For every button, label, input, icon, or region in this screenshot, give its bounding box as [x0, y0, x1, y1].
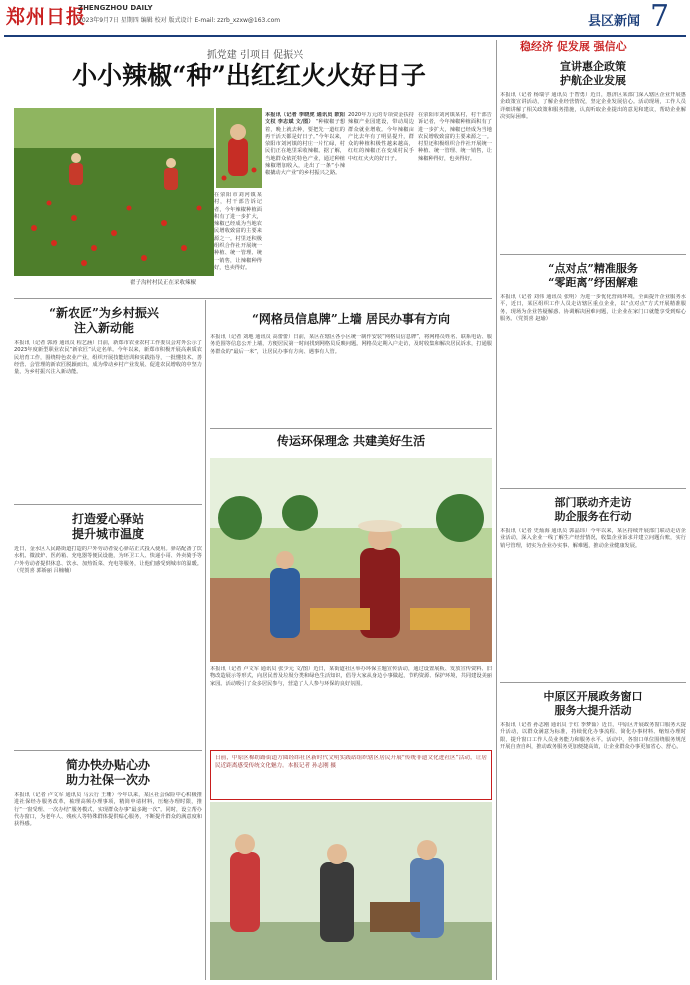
photo-caption-text: 日前，中原区棉纺路街道方圆经纬社区新时代文明实践站组织辖区居民开展“传统非遗文化进社区”活动，让居民近距离感受传统文化魅力。本报记者 孙志刚 摄 — [215, 755, 487, 769]
masthead — [0, 0, 690, 36]
lead-headline: 小小辣椒“种”出红红火火好日子 — [72, 61, 426, 90]
lead-body-col2: 2020年万元的专项资金扶持辣椒产业园建设，带动周边群众就业增收。今年辣椒亩产比去年有了明显提升，群众的种植积极性越来越高，红红的辣椒正在变成村民手中红红火火的好日子。 — [348, 112, 414, 162]
divider — [500, 682, 686, 683]
lead-byline: 本报讯（记者 李晓虎 通讯员 欧阳文权 李志斌 文/图） — [265, 112, 345, 126]
col-d-title: 简办快办贴心办 助力社保一次办 — [65, 758, 150, 787]
lead-photo — [14, 108, 214, 276]
lead-photo-inset — [216, 108, 262, 188]
column-divider — [205, 300, 206, 980]
col-a-body: 本报讯（记者 郭涛 通讯员 程艺涵）日前，新郑市农业农村工作委员会对外公示了2023年度新型职业农民“新农匠”认定名单。今年以来，新郑市积极开展高素质农民培育工作，围绕特色农业产业，组织开展技能培训和实践指导，一批懂技术、善经营、会管理的新农匠脱颖而出，成为带动乡村产业发展、促进农民增收的中坚力量，为乡村振兴注入新动能。 — [14, 340, 202, 376]
divider — [500, 488, 686, 489]
lifestyle-photo — [210, 458, 492, 662]
right-4-body: 本报讯（记者 孙志刚 通讯员 于红 季梦茹）近日，中原区开展政务窗口服务大提升活动，以群众满意为标准，持续优化办事流程、简化办事材料、缩短办理时限，提升窗口工作人员业务能力和服务水平。活动中，各窗口单位围绕服务规范开展自查自纠，推动政务服务更加便捷高效，让企业群众办事更加省心、舒心。 — [500, 722, 686, 750]
col-c-title: 打造爱心驿站 提升城市温度 — [71, 512, 144, 541]
divider — [14, 298, 492, 299]
lead-body-col3: 在荥阳市刘河镇某村，村干部告诉记者，今年辣椒种植面积有了进一步扩大，辣椒已经成为当地农民增收致富的主要来源之一。村里还积极组织合作社开展统一种植、统一管理、统一销售，让辣椒种得好，也卖得好。 — [418, 112, 492, 162]
lifestyle-title: 传运环保理念 共建美好生活 — [276, 434, 426, 448]
column-divider-right — [496, 40, 497, 980]
right-2-body: 本报讯（记者 刘伟 通讯员 张明）为进一步优化营商环境，全面提升企业服务水平，近日，某区组织工作人员走访辖区重点企业，以“点对点”方式开展精准服务，现场为企业答疑解惑、协调解决困难问题，让企业在家门口就能享受到贴心服务。（党贺喜 赵瑜） — [500, 294, 686, 322]
divider — [500, 254, 686, 255]
col-c-body: 近日，金水区人民路街道打造的户外劳动者爱心驿站正式投入使用。驿站配备了饮水机、微波炉、医药箱、充电器等便民设施，为环卫工人、快递小哥、外卖骑手等户外劳动者提供休息、饮水、加热饭菜、充电等服务，让他们感受到城市的温暖。（党贺喜 郭娇丽 吕楠楠） — [14, 546, 202, 574]
right-4-title: 中原区开展政务窗口 服务大提升活动 — [543, 690, 643, 717]
divider — [14, 504, 202, 505]
divider — [210, 428, 492, 429]
lead-kicker: 抓党建 引项目 促振兴 — [206, 50, 304, 61]
right-1-body: 本报讯（记者 杨瑞宇 通讯员 于智勇）近日，惠济区某部门深入辖区企业开展惠企政策宣讲活动，了解企业经营情况，坚定企业发展信心。活动现场，工作人员详细讲解了相关政策和服务措施，认真听取企业提出的意见和建议，帮助企业解决实际困难。 — [500, 92, 686, 120]
lifestyle-body: 本报讯（记者 卢文军 通讯员 张少元 文/图）近日，某街道社区举办环保主题宣传活动，通过设置展板、发放宣传资料、旧物改造展示等形式，向居民普及垃圾分类和绿色生活知识，倡导大家从身边小事做起，节约资源、保护环境，共同建设美丽家园。活动吸引了众多居民参与，营造了人人参与环保的良好氛围。 — [210, 666, 492, 687]
right-1-title: 宣讲惠企政策 护航企业发展 — [560, 60, 626, 87]
right-3-body: 本报讯（记者 史灿海 通讯员 郭晶玮）今年以来，某区持续开展部门联动走访企业活动，深入企业一线了解生产经营情况，收集企业诉求并建立问题台账，实行销号管理，切实为企业办实事、解难题，推动企业健康发展。 — [500, 528, 686, 549]
lead-caption: 翟子沟村村民正在采收辣椒 — [130, 280, 197, 286]
newspaper-logo: 郑州日报 — [6, 6, 87, 28]
header-rule — [4, 35, 686, 37]
col-d-body: 本报讯（记者 卢文军 通讯员 马云行 王珊）今年以来，某区社会保险中心积极推进社保经办服务改革，梳理高频办理事项，精简申请材料，压缩办理时限，推行“一窗受理、一次办结”服务模式，实现群众办事“最多跑一次”。同时，设立帮办代办窗口，为老年人、残疾人等特殊群体提供贴心服务，不断提升群众的满意度和获得感。 — [14, 792, 202, 828]
section-title: 县区新闻 — [588, 14, 641, 29]
issue-line: 2023年9月7日 星期四 编辑 校对 版式设计 E-mail: zzrb_xzxw@163.com — [78, 17, 281, 24]
lead-body-a: “种椒椒子想着，晚上就去种，要把先一道红的再干活天都是好日子。”今年以来，荥阳市刘河镇的村庄一片忙碌，村民们正在地里采收辣椒。据了解，当地群众依托特色产业，通过种植辣椒增加收入，走出了一条“小辣椒撬动大产业”的乡村振兴之路。 — [265, 119, 345, 177]
english-name: ZHENGZHOU DAILY — [78, 4, 153, 12]
col-b-body: 本报讯（记者 刘地 通讯员 高蕾蕾）日前，某区在辖区各小区统一制作安装“网格员信息牌”，将网格员姓名、联系电话、服务范围等信息公开上墙，方便居民第一时间找到网格员反映问题。网格员定期入户走访，及时收集和解决居民诉求，打通服务群众的“最后一米”，让居民办事有方向、遇事有人管。 — [210, 334, 492, 355]
page-number: 7 — [650, 0, 670, 34]
bottom-photo — [210, 802, 492, 980]
slogan: 稳经济 促发展 强信心 — [520, 40, 627, 53]
col-a-title: “新农匠”为乡村振兴 注入新动能 — [49, 306, 159, 335]
divider — [14, 750, 202, 751]
col-b-title: “网格员信息牌”上墙 居民办事有方向 — [252, 312, 450, 326]
right-2-title: “点对点”精准服务 “零距离”纾困解难 — [548, 262, 638, 289]
lead-body-col1 — [265, 112, 345, 282]
lead-body-col1b: 在荥阳市刘河镇某村，村干部告诉记者，今年辣椒种植面积有了进一步扩大，辣椒已经成为当地农民增收致富的主要来源之一。村里还积极组织合作社开展统一种植、统一管理、统一销售，让辣椒种得好，也卖得好。 — [214, 192, 262, 271]
right-3-title: 部门联动齐走访 助企服务在行动 — [554, 496, 632, 523]
photo-caption-box — [210, 750, 492, 800]
